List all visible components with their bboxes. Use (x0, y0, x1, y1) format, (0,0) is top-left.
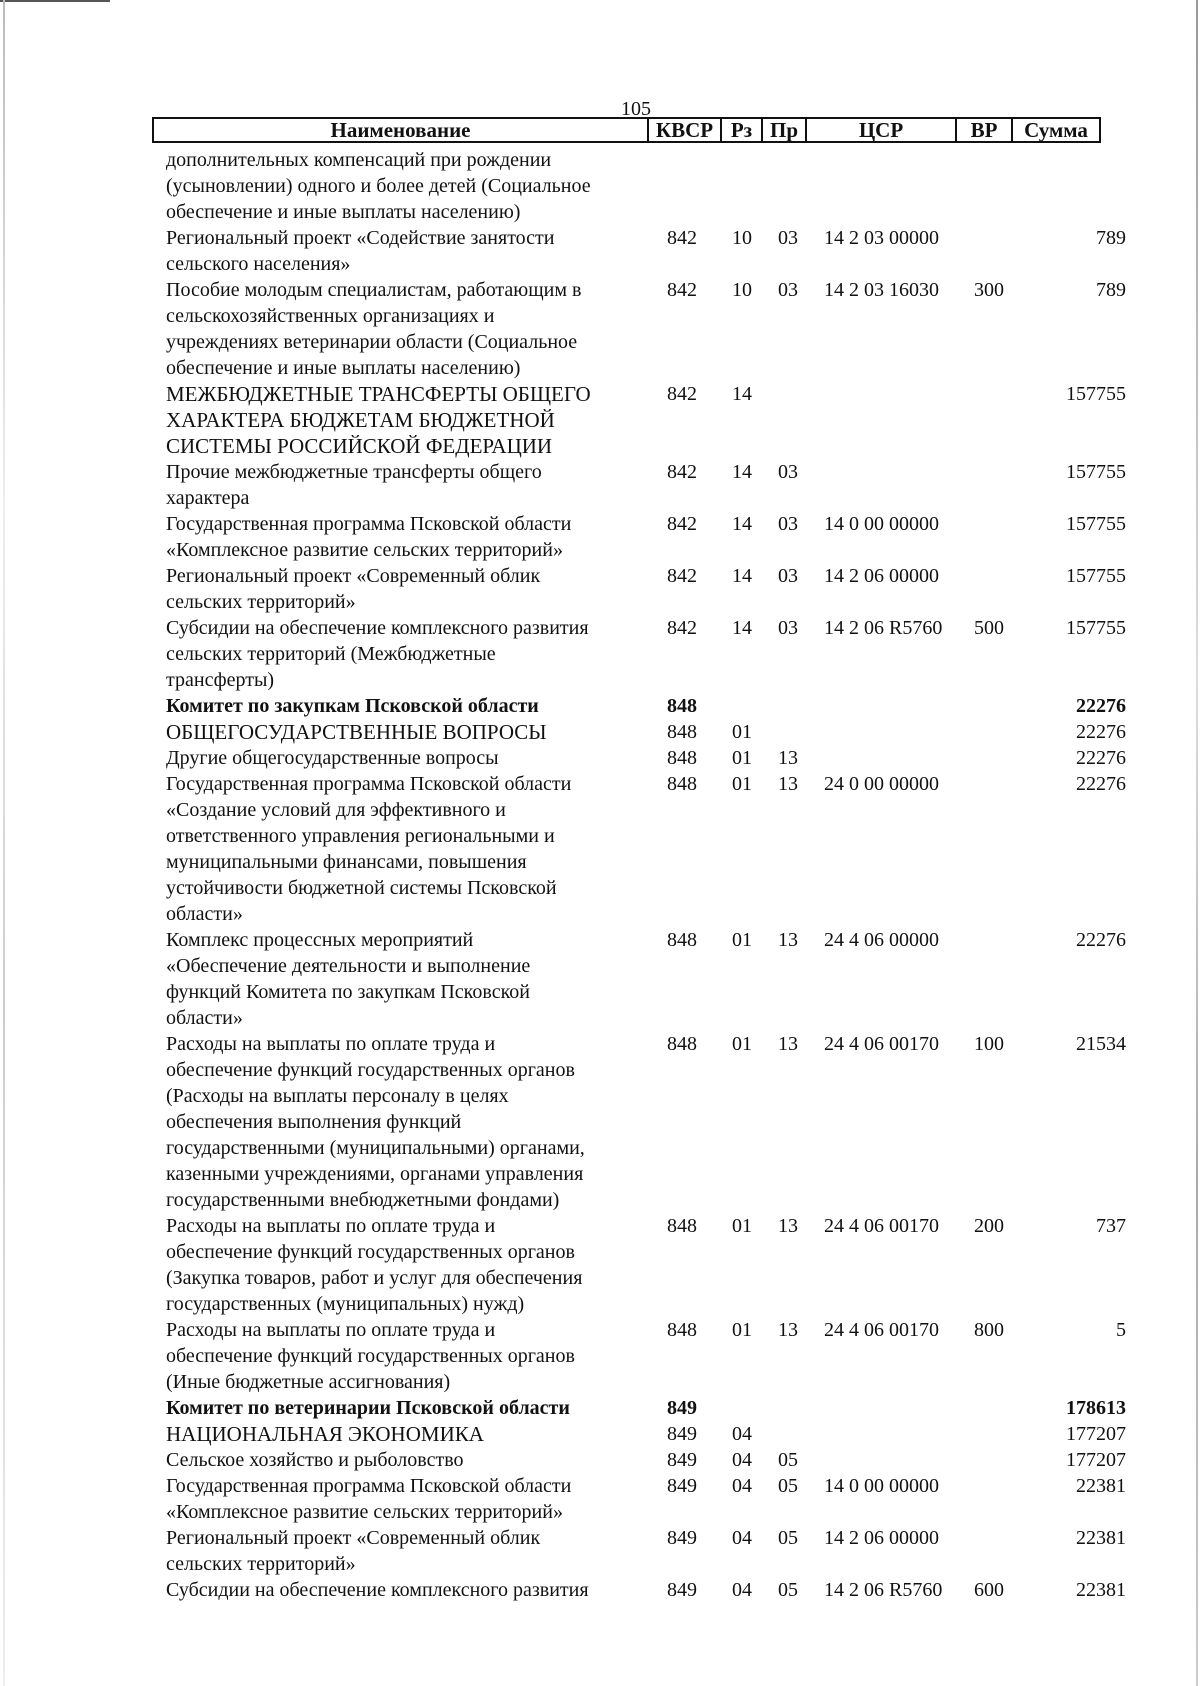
row-sum: 22276 (1076, 929, 1126, 951)
table-row (0, 1395, 1200, 1421)
row-rz: 01 (732, 721, 752, 743)
row-kvsr: 842 (667, 617, 697, 639)
row-vr: 200 (974, 1215, 1004, 1237)
table-row (0, 771, 1200, 927)
table-row (0, 1213, 1200, 1317)
row-name-line: «Обеспечение деятельности и выполнение (166, 955, 531, 977)
row-csr: 14 2 03 00000 (824, 227, 939, 249)
row-name-line: трансферты) (166, 669, 275, 691)
row-kvsr: 849 (667, 1449, 697, 1471)
row-csr: 24 4 06 00170 (824, 1319, 939, 1341)
row-name (166, 1473, 646, 1525)
row-csr: 14 0 00 00000 (824, 1475, 939, 1497)
table-row (0, 1525, 1200, 1577)
row-name (166, 147, 646, 225)
row-name-line: обеспечение функций государственных органов (166, 1241, 575, 1263)
row-kvsr: 842 (667, 461, 697, 483)
row-name-line: обеспечение функций государственных органов (166, 1059, 575, 1081)
row-rz: 01 (732, 1033, 752, 1055)
row-name (166, 1421, 646, 1447)
row-pr: 03 (778, 513, 798, 535)
row-name-line: Другие общегосударственные вопросы (166, 747, 499, 769)
row-name (166, 1317, 646, 1395)
header-rz: Рз (720, 119, 761, 141)
row-csr: 14 2 06 00000 (824, 565, 939, 587)
row-name-line: Комитет по закупкам Псковской области (166, 695, 539, 717)
row-sum: 22276 (1076, 747, 1126, 769)
row-kvsr: 842 (667, 279, 697, 301)
row-csr: 14 2 06 00000 (824, 1527, 939, 1549)
row-name (166, 1525, 646, 1577)
row-name (166, 719, 646, 745)
row-name-line: государственных (муниципальных) нужд) (166, 1293, 525, 1315)
table-row (0, 719, 1200, 745)
row-sum: 157755 (1066, 461, 1126, 483)
table-row (0, 511, 1200, 563)
row-kvsr: 849 (667, 1397, 697, 1419)
row-name-line: Региональный проект «Содействие занятости (166, 227, 555, 249)
table-row (0, 277, 1200, 381)
row-name-line: Комитет по ветеринарии Псковской области (166, 1397, 570, 1419)
row-kvsr: 842 (667, 565, 697, 587)
table-row (0, 1317, 1200, 1395)
row-pr: 13 (778, 773, 798, 795)
row-kvsr: 848 (667, 1215, 697, 1237)
row-pr: 05 (778, 1527, 798, 1549)
table-row (0, 381, 1200, 459)
row-csr: 24 4 06 00170 (824, 1215, 939, 1237)
row-sum: 178613 (1066, 1397, 1126, 1419)
row-kvsr: 848 (667, 721, 697, 743)
row-kvsr: 848 (667, 1319, 697, 1341)
row-name-line: Сельское хозяйство и рыболовство (166, 1449, 464, 1471)
row-name (166, 511, 646, 563)
row-name-line: обеспечение и иные выплаты населению) (166, 357, 521, 379)
row-rz: 14 (732, 565, 752, 587)
row-sum: 157755 (1066, 513, 1126, 535)
row-sum: 157755 (1066, 565, 1126, 587)
row-name-line: дополнительных компенсаций при рождении (166, 149, 552, 171)
page-number: 105 (621, 98, 651, 120)
row-name (166, 1447, 646, 1473)
row-name-line: сельских территорий» (166, 591, 356, 613)
row-csr: 14 2 06 R5760 (824, 1579, 943, 1601)
row-name (166, 1213, 646, 1317)
row-name-line: муниципальными финансами, повышения (166, 851, 527, 873)
row-name (166, 615, 646, 693)
row-sum: 5 (1116, 1319, 1126, 1341)
row-name-line: сельского населения» (166, 253, 351, 275)
row-name-line: Прочие межбюджетные трансферты общего (166, 461, 542, 483)
row-name-line: обеспечение функций государственных органов (166, 1345, 575, 1367)
table-row (0, 1447, 1200, 1473)
row-name-line: сельских территорий» (166, 1553, 356, 1575)
row-kvsr: 848 (667, 1033, 697, 1055)
header-name: Наименование (330, 118, 471, 142)
row-pr: 13 (778, 1033, 798, 1055)
row-sum: 789 (1096, 279, 1126, 301)
row-kvsr: 849 (667, 1579, 697, 1601)
row-name (166, 225, 646, 277)
row-name-line: Государственная программа Псковской области (166, 773, 572, 795)
row-name-line: ХАРАКТЕРА БЮДЖЕТАМ БЮДЖЕТНОЙ (166, 408, 555, 432)
row-name-line: государственными внебюджетными фондами) (166, 1189, 560, 1211)
row-vr: 100 (974, 1033, 1004, 1055)
row-rz: 04 (732, 1449, 752, 1471)
row-name-line: обеспечение и иные выплаты населению) (166, 201, 521, 223)
row-sum: 177207 (1066, 1449, 1126, 1471)
row-csr: 24 0 00 00000 (824, 773, 939, 795)
row-vr: 800 (974, 1319, 1004, 1341)
row-name-line: характера (166, 487, 250, 509)
row-name-line: Государственная программа Псковской области (166, 513, 572, 535)
row-rz: 01 (732, 1215, 752, 1237)
row-rz: 04 (732, 1423, 752, 1445)
row-name (166, 1577, 646, 1603)
table-row (0, 927, 1200, 1031)
table-header (152, 117, 1101, 143)
row-name-line: Расходы на выплаты по оплате труда и (166, 1215, 496, 1237)
row-name (166, 563, 646, 615)
header-csr: ЦСР (805, 119, 955, 141)
table-row (0, 1577, 1200, 1603)
row-name-line: области» (166, 1007, 243, 1029)
row-name-line: Субсидии на обеспечение комплексного развития (166, 617, 589, 639)
row-name-line: ОБЩЕГОСУДАРСТВЕННЫЕ ВОПРОСЫ (166, 720, 547, 744)
header-vr: ВР (955, 119, 1011, 141)
table-row (0, 1421, 1200, 1447)
row-name-line: «Комплексное развитие сельских территорий» (166, 1501, 563, 1523)
row-name (166, 693, 646, 719)
row-name-line: Расходы на выплаты по оплате труда и (166, 1033, 496, 1055)
row-csr: 14 2 03 16030 (824, 279, 939, 301)
row-csr: 24 4 06 00170 (824, 1033, 939, 1055)
row-rz: 14 (732, 513, 752, 535)
row-kvsr: 848 (667, 695, 697, 717)
scan-artifact-top (0, 0, 110, 2)
row-sum: 22381 (1076, 1527, 1126, 1549)
row-pr: 13 (778, 1319, 798, 1341)
row-name-line: (Закупка товаров, работ и услуг для обеспечения (166, 1267, 583, 1289)
row-kvsr: 849 (667, 1475, 697, 1497)
row-sum: 22276 (1076, 695, 1126, 717)
row-name-line: устойчивости бюджетной системы Псковской (166, 877, 557, 899)
row-name (166, 1031, 646, 1213)
row-name (166, 277, 646, 381)
row-name-line: учреждениях ветеринарии области (Социальное (166, 331, 578, 353)
row-rz: 04 (732, 1579, 752, 1601)
row-rz: 10 (732, 279, 752, 301)
row-name-line: области» (166, 903, 243, 925)
row-name-line: СИСТЕМЫ РОССИЙСКОЙ ФЕДЕРАЦИИ (166, 434, 553, 458)
row-name-line: сельских территорий (Межбюджетные (166, 643, 496, 665)
table-body (0, 147, 1200, 1603)
row-kvsr: 848 (667, 747, 697, 769)
row-name-line: МЕЖБЮДЖЕТНЫЕ ТРАНСФЕРТЫ ОБЩЕГО (166, 382, 591, 406)
row-name-line: ответственного управления региональными и (166, 825, 555, 847)
row-name (166, 381, 646, 459)
row-name-line: обеспечения выполнения функций (166, 1111, 462, 1133)
row-kvsr: 848 (667, 929, 697, 951)
row-name (166, 745, 646, 771)
row-name-line: сельскохозяйственных организациях и (166, 305, 495, 327)
row-name-line: Пособие молодым специалистам, работающим в (166, 279, 582, 301)
row-pr: 13 (778, 929, 798, 951)
row-name-line: государственными (муниципальными) органами, (166, 1137, 585, 1159)
row-pr: 03 (778, 227, 798, 249)
table-row (0, 459, 1200, 511)
row-rz: 04 (732, 1527, 752, 1549)
row-pr: 03 (778, 461, 798, 483)
row-rz: 04 (732, 1475, 752, 1497)
table-row (0, 1031, 1200, 1213)
table-row (0, 615, 1200, 693)
row-rz: 01 (732, 929, 752, 951)
row-sum: 177207 (1066, 1423, 1126, 1445)
row-vr: 500 (974, 617, 1004, 639)
row-rz: 10 (732, 227, 752, 249)
table-row (0, 147, 1200, 225)
row-rz: 14 (732, 461, 752, 483)
row-name-line: «Комплексное развитие сельских территорий» (166, 539, 563, 561)
table-row (0, 1473, 1200, 1525)
row-name-line: Государственная программа Псковской области (166, 1475, 572, 1497)
row-name-line: Комплекс процессных мероприятий (166, 929, 474, 951)
row-pr: 03 (778, 279, 798, 301)
row-pr: 05 (778, 1475, 798, 1497)
table-row (0, 745, 1200, 771)
row-name (166, 459, 646, 511)
row-pr: 13 (778, 1215, 798, 1237)
row-sum: 22381 (1076, 1475, 1126, 1497)
row-rz: 01 (732, 1319, 752, 1341)
row-kvsr: 849 (667, 1423, 697, 1445)
row-name-line: Расходы на выплаты по оплате труда и (166, 1319, 496, 1341)
row-name-line: Субсидии на обеспечение комплексного развития (166, 1579, 589, 1601)
row-vr: 600 (974, 1579, 1004, 1601)
row-sum: 157755 (1066, 383, 1126, 405)
row-pr: 03 (778, 617, 798, 639)
row-name-line: казенными учреждениями, органами управления (166, 1163, 584, 1185)
row-rz: 14 (732, 617, 752, 639)
row-csr: 24 4 06 00000 (824, 929, 939, 951)
row-kvsr: 849 (667, 1527, 697, 1549)
table-row (0, 693, 1200, 719)
row-name-line: (Иные бюджетные ассигнования) (166, 1371, 451, 1393)
row-pr: 05 (778, 1449, 798, 1471)
row-name-line: (Расходы на выплаты персоналу в целях (166, 1085, 509, 1107)
header-kvsr: КВСР (647, 119, 720, 141)
row-sum: 157755 (1066, 617, 1126, 639)
row-name-line: «Создание условий для эффективного и (166, 799, 506, 821)
row-sum: 22276 (1076, 773, 1126, 795)
row-name-line: НАЦИОНАЛЬНАЯ ЭКОНОМИКА (166, 1422, 484, 1446)
table-row (0, 225, 1200, 277)
row-name (166, 927, 646, 1031)
row-sum: 789 (1096, 227, 1126, 249)
row-kvsr: 842 (667, 383, 697, 405)
row-rz: 14 (732, 383, 752, 405)
header-sum: Сумма (1011, 119, 1099, 141)
row-sum: 21534 (1076, 1033, 1126, 1055)
header-pr: Пр (761, 119, 805, 141)
row-pr: 13 (778, 747, 798, 769)
row-pr: 05 (778, 1579, 798, 1601)
row-name-line: (усыновлении) одного и более детей (Социальное (166, 175, 591, 197)
row-sum: 22276 (1076, 721, 1126, 743)
row-csr: 14 2 06 R5760 (824, 617, 943, 639)
row-name (166, 771, 646, 927)
row-kvsr: 842 (667, 513, 697, 535)
row-name (166, 1395, 646, 1421)
row-sum: 737 (1096, 1215, 1126, 1237)
row-csr: 14 0 00 00000 (824, 513, 939, 535)
table-row (0, 563, 1200, 615)
row-name-line: Региональный проект «Современный облик (166, 565, 541, 587)
row-rz: 01 (732, 747, 752, 769)
row-name-line: Региональный проект «Современный облик (166, 1527, 541, 1549)
row-name-line: функций Комитета по закупкам Псковской (166, 981, 530, 1003)
row-kvsr: 842 (667, 227, 697, 249)
row-vr: 300 (974, 279, 1004, 301)
row-kvsr: 848 (667, 773, 697, 795)
row-pr: 03 (778, 565, 798, 587)
row-sum: 22381 (1076, 1579, 1126, 1601)
row-rz: 01 (732, 773, 752, 795)
